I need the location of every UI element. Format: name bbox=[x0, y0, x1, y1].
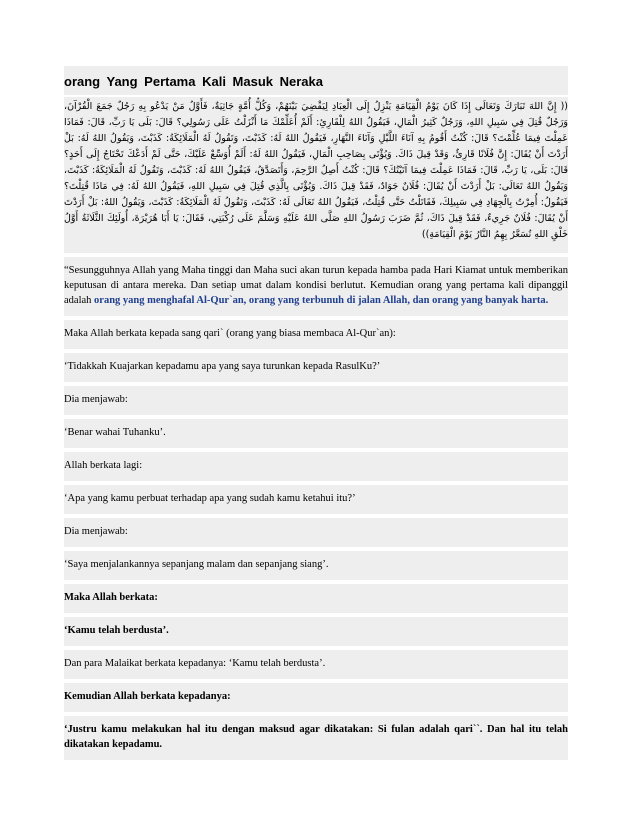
dialogue-paragraph: Allah berkata lagi: bbox=[64, 452, 568, 481]
translation-intro bbox=[64, 257, 568, 316]
dialogue-paragraph: ‘Tidakkah Kuajarkan kepadamu apa yang saya turunkan kepada RasulKu?’ bbox=[64, 353, 568, 382]
dialogue-list bbox=[64, 320, 568, 760]
arabic-hadith-text bbox=[64, 97, 568, 253]
article-title: orang Yang Pertama Kali Masuk Neraka bbox=[64, 66, 568, 95]
dialogue-paragraph: Dia menjawab: bbox=[64, 518, 568, 547]
dialogue-paragraph: Dia menjawab: bbox=[64, 386, 568, 415]
arabic-paragraph-2: وَيُؤْتَى بِصَاحِبِ الْمَالِ، فَيَقُولُ اللهُ لَهُ: أَلَمْ أُوَسِّعْ عَلَيْكَ، حَتَّى لَمْ أَدَعْكَ تَحْتَاجُ إِلَى أَحَدٍ؟ قَالَ: بَلَى، يَا رَبِّ، قَالَ: فَمَاذَا عَمِلْتَ فِيمَا آتَيْتُكَ؟ قَالَ: كُنْتُ أَصِلُ الرَّحِمَ، وَأَتَصَدَّقُ، فَيَقُولُ اللهُ لَهُ: كَذَبْتَ، وَتَقُولُ لَهُ الْمَلَائِكَةُ: كَذَبْتَ، وَيَقُولُ اللهُ تَعَالَى: بَلْ أَرَدْتَ أَنْ يُقَالَ: فُلَانٌ جَوَادٌ، فَقَدْ قِيلَ ذَاكَ. bbox=[64, 149, 568, 192]
dialogue-paragraph: Maka Allah berkata: bbox=[64, 584, 568, 613]
dialogue-paragraph: Maka Allah berkata kepada sang qari` (orang yang biasa membaca Al-Qur`an): bbox=[64, 320, 568, 349]
dialogue-paragraph: ‘Saya menjalankannya sepanjang malam dan sepanjang siang’. bbox=[64, 551, 568, 580]
dialogue-paragraph: ‘Apa yang kamu perbuat terhadap apa yang sudah kamu ketahui itu?’ bbox=[64, 485, 568, 514]
dialogue-paragraph: ‘Justru kamu melakukan hal itu dengan maksud agar dikatakan: Si fulan adalah qari``. Dan hal itu telah dikatakan kepadamu. bbox=[64, 716, 568, 760]
translation-highlight: orang yang menghafal Al-Qur`an, orang yang terbunuh di jalan Allah, dan orang yang banyak harta. bbox=[94, 295, 549, 306]
dialogue-paragraph: ‘Benar wahai Tuhanku’. bbox=[64, 419, 568, 448]
dialogue-paragraph: Dan para Malaikat berkata kepadanya: ‘Kamu telah berdusta’. bbox=[64, 650, 568, 679]
translation-intro-text: “Sesungguhnya Allah yang Maha tinggi dan Maha suci akan turun kepada hamba pada Hari Kiamat untuk memberikan keputusan di antara mereka. Dan setiap umat dalam kondisi berlutut. Kemudian orang yang pertama kali dipanggil adalah bbox=[64, 265, 568, 306]
dialogue-paragraph: ‘Kamu telah berdusta’. bbox=[64, 617, 568, 646]
arabic-paragraph-1: (( إِنَّ اللهَ تَبَارَكَ وَتَعَالَى إِذَا كَانَ يَوْمُ الْقِيَامَةِ يَنْزِلُ إِلَى الْعِبَادِ لِيَقْضِيَ بَيْنَهُمْ، وَكُلُّ أُمَّةٍ جَاثِيَةٌ، فَأَوَّلُ مَنْ يَدْعُو بِهِ رَجُلٌ جَمَعَ الْقُرْآنَ، وَرَجُلٌ قُتِلَ فِي سَبِيلِ اللهِ، وَرَجُلٌ كَثِيرُ الْمَالِ، فَيَقُولُ اللهُ لِلْقَارِئِ: أَلَمْ أُعَلِّمْكَ مَا أَنْزَلْتُ عَلَى رَسُولِي؟ قَالَ: بَلَى يَا رَبِّ، قَالَ: فَمَاذَا عَمِلْتَ فِيمَا عُلِّمْتَ؟ قَالَ: كُنْتُ أَقُومُ بِهِ آنَاءَ اللَّيْلِ وَآنَاءَ النَّهَارِ، فَيَقُولُ اللهُ لَهُ: كَذَبْتَ، وَتَقُولُ لَهُ الْمَلَائِكَةُ: كَذَبْتَ، وَيَقُولُ اللهُ لَهُ: بَلْ أَرَدْتَ أَنْ يُقَالَ: إِنَّ فُلَانًا قَارِئٌ، وَقَدْ قِيلَ ذَاكَ. bbox=[64, 101, 569, 160]
arabic-paragraph-3: وَيُؤْتَى بِالَّذِي قُتِلَ فِي سَبِيلِ اللهِ، فَيَقُولُ اللهُ لَهُ: فِي مَاذَا قُتِلْتَ؟ فَيَقُولُ: أُمِرْتُ بِالْجِهَادِ فِي سَبِيلِكَ، فَقَاتَلْتُ حَتَّى قُتِلْتُ، فَيَقُولُ اللهُ تَعَالَى لَهُ: كَذَبْتَ، وَتَقُولُ لَهُ الْمَلَائِكَةُ: كَذَبْتَ، وَيَقُولُ اللهُ: بَلْ أَرَدْتَ أَنْ يُقَالَ: فُلَانٌ جَرِيءٌ، فَقَدْ قِيلَ ذَاكَ، ثُمَّ ضَرَبَ رَسُولُ اللهِ صَلَّى اللهُ عَلَيْهِ وَسَلَّمَ عَلَى رُكْبَتِي، فَقَالَ: يَا أَبَا هُرَيْرَةَ، أُولَئِكَ الثَّلَاثَةُ أَوَّلُ خَلْقِ اللهِ تُسَعَّرُ بِهِمُ النَّارُ يَوْمَ الْقِيَامَةِ)) bbox=[64, 181, 568, 240]
article bbox=[64, 66, 568, 764]
dialogue-paragraph: Kemudian Allah berkata kepadanya: bbox=[64, 683, 568, 712]
